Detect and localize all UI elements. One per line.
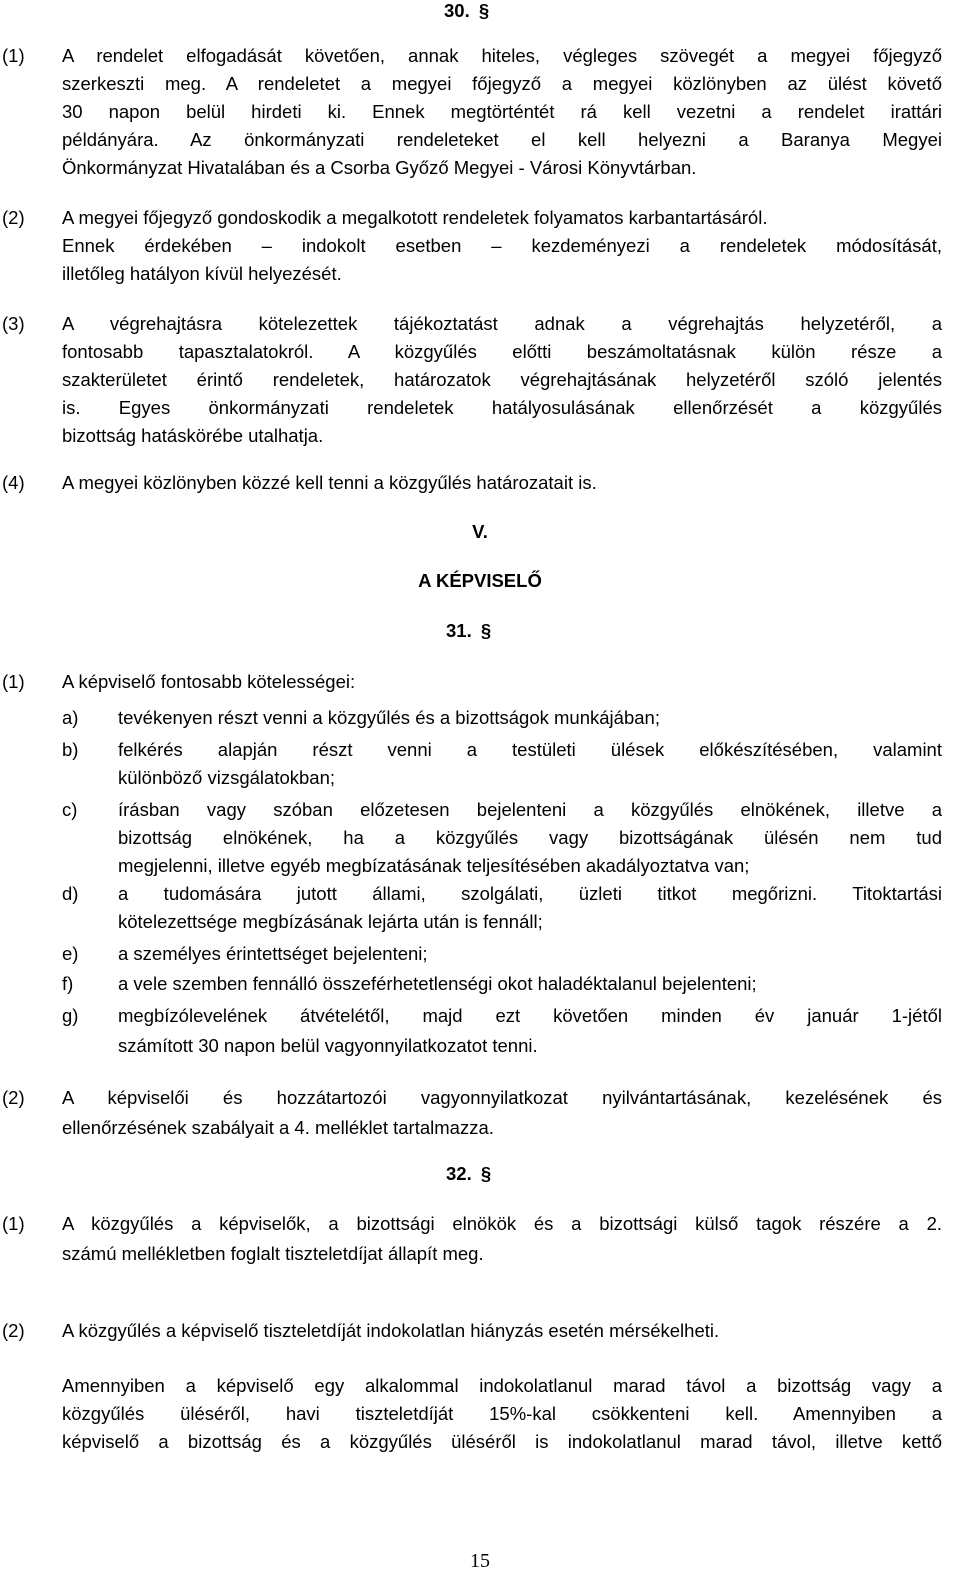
- text-line: közgyűlés üléséről, havi tiszteletdíját 15%-kal csökkenteni kell. Amennyiben a: [62, 1403, 942, 1424]
- paragraph-number: (2): [2, 1320, 25, 1341]
- text-line: a vele szemben fennálló összeférhetetlenségi okot haladéktalanul bejelenteni;: [118, 973, 757, 994]
- text-line: képviselő a bizottság és a közgyűlés üléséről is indokolatlanul marad távol, illetve kettő: [62, 1431, 942, 1452]
- text-line: A megyei főjegyző gondoskodik a megalkotott rendeletek folyamatos karbantartásáról.: [62, 207, 768, 228]
- chapter-number: V.: [472, 521, 488, 542]
- chapter-title: A KÉPVISELŐ: [418, 570, 542, 591]
- list-label: a): [62, 707, 79, 728]
- text-line: kötelezettsége megbízásának lejárta után is fennáll;: [118, 911, 543, 932]
- text-line: Önkormányzat Hivatalában és a Csorba Győző Megyei - Városi Könyvtárban.: [62, 157, 697, 178]
- text-line: A megyei közlönyben közzé kell tenni a közgyűlés határozatait is.: [62, 472, 597, 493]
- section-31-heading: [446, 620, 491, 642]
- list-label: c): [62, 799, 78, 820]
- text-line: írásban vagy szóban előzetesen bejelenteni a közgyűlés elnökének, illetve a: [118, 799, 942, 820]
- text-line: A közgyűlés a képviselők, a bizottsági elnökök és a bizottsági külső tagok részére a 2.: [62, 1213, 942, 1234]
- paragraph-number: (1): [2, 671, 25, 692]
- text-line: 30 napon belül hirdeti ki. Ennek megtörténtét rá kell vezetni a rendelet irattári: [62, 101, 942, 122]
- list-label: f): [62, 973, 74, 994]
- text-line: A rendelet elfogadását követően, annak hiteles, végleges szövegét a megyei főjegyző: [62, 45, 942, 66]
- text-line: Ennek érdekében – indokolt esetben – kezdeményezi a rendeletek módosítását,: [62, 235, 942, 256]
- text-line: számított 30 napon belül vagyonnyilatkozatot tenni.: [118, 1035, 538, 1056]
- text-line: megbízólevelének átvételétől, majd ezt követően minden év január 1-jétől: [118, 1005, 942, 1026]
- text-line: példányára. Az önkormányzati rendeleteket el kell helyezni a Baranya Megyei: [62, 129, 942, 150]
- page-number: 15: [470, 1550, 490, 1572]
- text-line: tevékenyen részt venni a közgyűlés és a bizottságok munkájában;: [118, 707, 660, 728]
- section-30-heading: [444, 0, 489, 22]
- text-line: bizottság hatáskörébe utalhatja.: [62, 425, 324, 446]
- text-line: különböző vizsgálatokban;: [118, 767, 336, 788]
- paragraph-number: (3): [2, 313, 25, 334]
- section-number: 32.: [446, 1163, 472, 1184]
- list-label: b): [62, 739, 79, 760]
- text-line: A végrehajtásra kötelezettek tájékoztatást adnak a végrehajtás helyzetéről, a: [62, 313, 942, 334]
- text-line: fontosabb tapasztalatokról. A közgyűlés előtti beszámoltatásnak külön része a: [62, 341, 942, 362]
- paragraph-number: (4): [2, 472, 25, 493]
- section-number: 31.: [446, 620, 472, 641]
- list-intro: A képviselő fontosabb kötelességei:: [62, 671, 356, 692]
- paragraph-number: (1): [2, 45, 25, 66]
- text-line: a tudomására jutott állami, szolgálati, üzleti titkot megőrizni. Titoktartási: [118, 883, 942, 904]
- list-label: d): [62, 883, 79, 904]
- text-line: szerkeszti meg. A rendeletet a megyei főjegyző a megyei közlönyben az ülést követő: [62, 73, 942, 94]
- text-line: a személyes érintettséget bejelenteni;: [118, 943, 428, 964]
- list-label: e): [62, 943, 79, 964]
- section-number: 30.: [444, 0, 470, 21]
- section-32-heading: [446, 1163, 491, 1185]
- text-line: felkérés alapján részt venni a testületi ülések előkészítésében, valamint: [118, 739, 942, 760]
- text-line: szakterületet érintő rendeletek, határozatok végrehajtásának helyzetéről szóló jelentés: [62, 369, 942, 390]
- text-line: bizottság elnökének, ha a közgyűlés vagy bizottságának ülésén nem tud: [118, 827, 942, 848]
- paragraph-sign: §: [480, 620, 492, 641]
- paragraph-sign: §: [478, 0, 490, 21]
- text-line: illetőleg hatályon kívül helyezését.: [62, 263, 342, 284]
- text-line: ellenőrzésének szabályait a 4. melléklet tartalmazza.: [62, 1117, 494, 1138]
- paragraph-number: (2): [2, 207, 25, 228]
- text-line: Amennyiben a képviselő egy alkalommal indokolatlanul marad távol a bizottság vagy a: [62, 1375, 942, 1396]
- text-line: is. Egyes önkormányzati rendeletek hatályosulásának ellenőrzését a közgyűlés: [62, 397, 942, 418]
- paragraph-number: (2): [2, 1087, 25, 1108]
- text-line: A képviselői és hozzátartozói vagyonnyilatkozat nyilvántartásának, kezelésének és: [62, 1087, 942, 1108]
- paragraph-sign: §: [480, 1163, 492, 1184]
- list-label: g): [62, 1005, 79, 1026]
- paragraph-number: (1): [2, 1213, 25, 1234]
- text-line: A közgyűlés a képviselő tiszteletdíját indokolatlan hiányzás esetén mérsékelheti.: [62, 1320, 720, 1341]
- text-line: számú mellékletben foglalt tiszteletdíjat állapít meg.: [62, 1243, 484, 1264]
- text-line: megjelenni, illetve egyéb megbízatásának teljesítésében akadályoztatva van;: [118, 855, 750, 876]
